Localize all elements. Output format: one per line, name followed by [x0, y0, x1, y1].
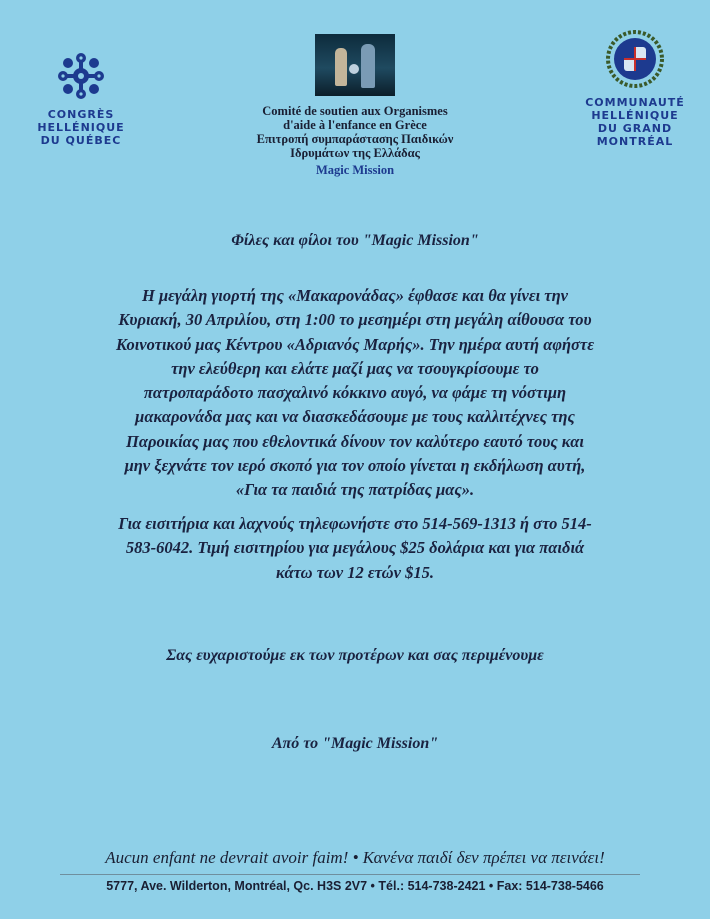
- laurel-shield-icon: [604, 28, 666, 90]
- right-logo-text: [580, 96, 690, 148]
- paragraph-line: πατροπαράδοτο πασχαλινό κόκκινο αυγό, να φάμε τη νόστιμη: [143, 383, 567, 403]
- congres-hellenique-logo: [26, 50, 136, 147]
- paragraph-line: την ελεύθερη και ελάτε μαζί μας να τσουγκρίσουμε το: [171, 358, 539, 378]
- org-line: Επιτροπή συμπαράστασης Παιδικών: [256, 132, 454, 146]
- signature-line: Από το "Magic Mission": [271, 735, 439, 752]
- org-line: d'aide à l'enfance en Grèce: [283, 118, 427, 132]
- snowflake-emblem-icon: [55, 50, 107, 102]
- paragraph-line: μην ξεχνάτε τον ιερό σκοπό για τον οποίο γίνεται η εκδήλωση αυτή,: [124, 456, 586, 476]
- header-photo: [315, 34, 395, 96]
- org-line: Ιδρυμάτων της Ελλάδας: [290, 146, 420, 160]
- paragraph-line: Κυριακή, 30 Απριλίου, στη 1:00 το μεσημέρι στη μεγάλη αίθουσα του: [118, 310, 592, 330]
- right-logo-line: DU GRAND: [597, 122, 673, 135]
- right-logo-line: HELLÉNIQUE: [591, 109, 679, 122]
- paragraph-line: Παροικίας μας που εθελοντικά δίνουν τον καλύτερο εαυτό τους και: [126, 431, 584, 451]
- main-paragraph: [60, 284, 650, 503]
- right-logo-line: COMMUNAUTÉ: [585, 96, 685, 109]
- org-line: Comité de soutien aux Organismes: [262, 104, 448, 118]
- right-logo-line: MONTRÉAL: [596, 135, 674, 148]
- ticket-line: κάτω των 12 ετών $15.: [276, 562, 434, 582]
- ticket-line: Για εισιτήρια και λαχνούς τηλεφωνήστε στο 514-569-1313 ή στο 514-: [118, 514, 592, 533]
- committee-header: [230, 34, 480, 178]
- communaute-hellenique-logo: [580, 28, 690, 148]
- paragraph-line: μακαρονάδα μας και να διασκεδάσουμε με τους καλλιτέχνες της: [135, 407, 575, 427]
- paragraph-line: «Για τα παιδιά της πατρίδας μας».: [235, 480, 475, 500]
- mission-name: Magic Mission: [315, 163, 395, 177]
- paragraph-line: Η μεγάλη γιορτή της «Μακαρονάδας» έφθασε και θα γίνει την: [141, 286, 568, 305]
- paragraph-line: Κοινοτικού μας Κέντρου «Αδριανός Μαρής». Την ημέρα αυτή αφήστε: [115, 334, 595, 354]
- left-logo-line: HELLÉNIQUE: [37, 121, 125, 134]
- greeting: Φίλες και φίλοι του "Magic Mission": [231, 232, 479, 249]
- thanks-line: Σας ευχαριστούμε εκ των προτέρων και σας περιμένουμε: [166, 647, 544, 664]
- ticket-line: 583-6042. Τιμή εισιτηρίου για μεγάλους $25 δολάρια και για παιδιά: [125, 538, 585, 558]
- left-logo-line: CONGRÈS: [47, 108, 115, 121]
- motto: Aucun enfant ne devrait avoir faim! • Κανένα παιδί δεν πρέπει να πεινάει!: [105, 848, 605, 867]
- footer-address: 5777, Ave. Wilderton, Montréal, Qc. H3S 2V7 • Tél.: 514-738-2421 • Fax: 514-738-5466: [106, 879, 604, 893]
- left-logo-text: [26, 108, 136, 147]
- ticket-paragraph: [60, 512, 650, 585]
- left-logo-line: DU QUÉBEC: [40, 134, 122, 147]
- footer-divider: [60, 874, 640, 875]
